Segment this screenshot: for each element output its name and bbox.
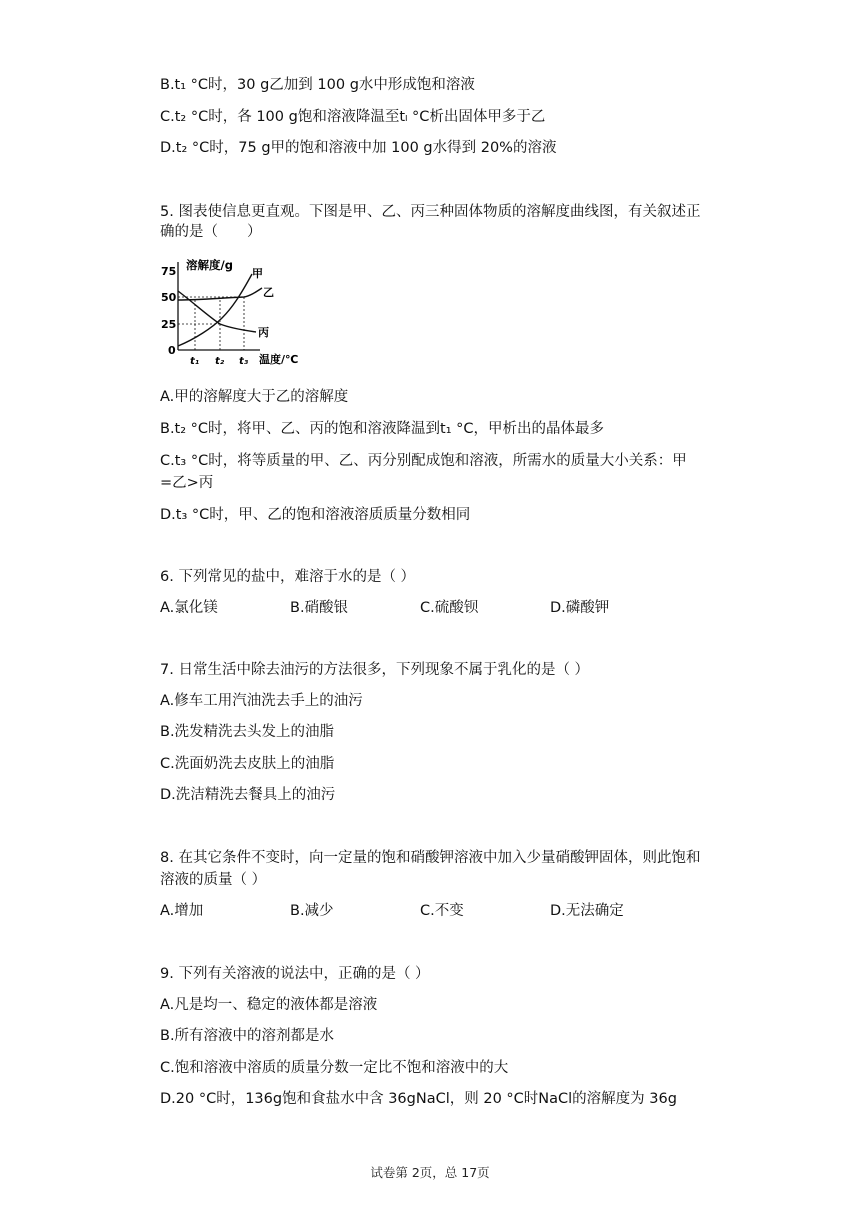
q9-option-d: D.20 °C时，136g饱和食盐水中含 36gNaCl，则 20 °C时NaCl的溶解度为 36g bbox=[160, 1091, 677, 1107]
q9-option-c: C.饱和溶液中溶质的质量分数一定比不饱和溶液中的大 bbox=[160, 1060, 509, 1076]
q9-stem: 9. 下列有关溶液的说法中，正确的是（ ） bbox=[160, 966, 430, 982]
label-jia: 甲 bbox=[252, 267, 263, 280]
q8-option-a: A.增加 bbox=[160, 903, 204, 919]
q6-option-a: A.氯化镁 bbox=[160, 600, 218, 616]
q8-stem-line2: 溶液的质量（ ） bbox=[160, 872, 267, 888]
label-bing: 丙 bbox=[258, 326, 269, 339]
q5-stem-line1: 5. 图表使信息更直观。下图是甲、乙、丙三种固体物质的溶解度曲线图，有关叙述正 bbox=[160, 204, 701, 220]
q5-option-b: B.t₂ °C时，将甲、乙、丙的饱和溶液降温到t₁ °C，甲析出的晶体最多 bbox=[160, 421, 605, 437]
q7-stem: 7. 日常生活中除去油污的方法很多，下列现象不属于乳化的是（ ） bbox=[160, 662, 590, 678]
q8-stem-line1: 8. 在其它条件不变时，向一定量的饱和硝酸钾溶液中加入少量硝酸钾固体，则此饱和 bbox=[160, 850, 701, 866]
xtick-t3: t₃ bbox=[239, 356, 249, 367]
page-footer: 试卷第 2页，总 17页 bbox=[370, 1165, 490, 1180]
q5-option-c-line1: C.t₃ °C时，将等质量的甲、乙、丙分别配成饱和溶液，所需水的质量大小关系：甲 bbox=[160, 453, 687, 469]
q7-option-d: D.洗洁精洗去餐具上的油污 bbox=[160, 787, 336, 803]
q7-option-a: A.修车工用汽油洗去手上的油污 bbox=[160, 693, 363, 709]
xtick-t1: t₁ bbox=[190, 356, 200, 367]
q5-option-a: A.甲的溶解度大于乙的溶解度 bbox=[160, 389, 349, 405]
label-yi: 乙 bbox=[263, 286, 274, 299]
q6-stem: 6. 下列常见的盐中，难溶于水的是（ ） bbox=[160, 569, 416, 585]
ytick-50: 50 bbox=[161, 291, 177, 304]
q4-option-b: B.t₁ °C时，30 g乙加到 100 g水中形成饱和溶液 bbox=[160, 77, 475, 93]
ytick-25: 25 bbox=[161, 318, 177, 331]
xtick-t2: t₂ bbox=[215, 356, 225, 367]
q5-option-c-line2: =乙>丙 bbox=[160, 475, 214, 491]
q4-option-d: D.t₂ °C时，75 g甲的饱和溶液中加 100 g水得到 20%的溶液 bbox=[160, 140, 557, 156]
q6-option-d: D.磷酸钾 bbox=[550, 600, 610, 616]
curve-yi bbox=[178, 288, 262, 300]
q8-option-b: B.减少 bbox=[290, 903, 334, 919]
q8-option-d: D.无法确定 bbox=[550, 903, 624, 919]
q7-option-c: C.洗面奶洗去皮肤上的油脂 bbox=[160, 756, 335, 772]
q5-option-d: D.t₃ °C时，甲、乙的饱和溶液溶质质量分数相同 bbox=[160, 507, 471, 523]
q9-option-a: A.凡是均一、稳定的液体都是溶液 bbox=[160, 997, 378, 1013]
q6-option-c: C.硫酸钡 bbox=[420, 600, 479, 616]
y-axis-label: 溶解度/g bbox=[186, 258, 233, 272]
q8-option-c: C.不变 bbox=[420, 903, 464, 919]
q4-option-c: C.t₂ °C时，各 100 g饱和溶液降温至tₗ °C析出固体甲多于乙 bbox=[160, 109, 546, 125]
ytick-75: 75 bbox=[161, 265, 177, 278]
q9-option-b: B.所有溶液中的溶剂都是水 bbox=[160, 1028, 335, 1044]
ytick-0: 0 bbox=[168, 344, 176, 357]
curve-jia bbox=[178, 274, 252, 346]
q6-option-b: B.硝酸银 bbox=[290, 600, 349, 616]
q7-option-b: B.洗发精洗去头发上的油脂 bbox=[160, 724, 335, 740]
q5-stem-line2: 确的是（ ） bbox=[160, 224, 262, 240]
x-axis-label: 温度/℃ bbox=[259, 353, 299, 366]
solubility-chart bbox=[160, 254, 320, 370]
